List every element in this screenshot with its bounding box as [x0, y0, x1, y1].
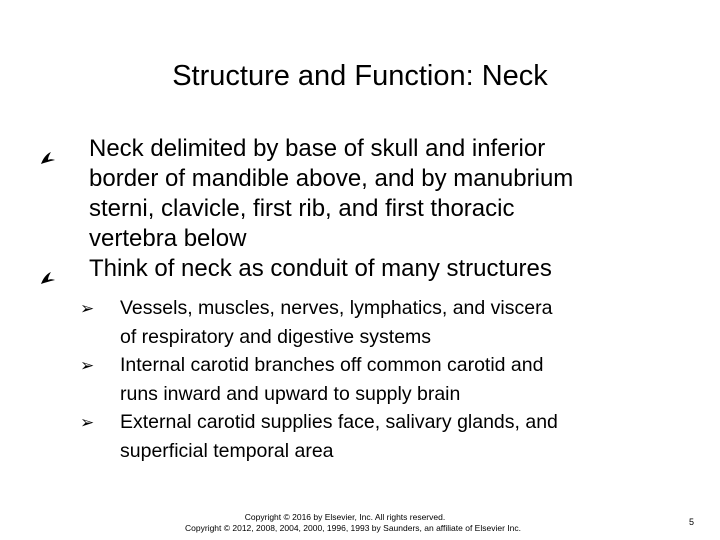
decorative-bullet-icon	[40, 263, 56, 277]
bullet-line: vertebra below	[89, 225, 247, 252]
sub-bullet-item	[80, 408, 680, 465]
decorative-bullet-icon	[40, 143, 56, 157]
bullet-item	[40, 134, 700, 254]
sub-bullet-list	[80, 294, 680, 465]
arrowhead-bullet-icon: ➢	[80, 299, 95, 319]
page-number: 5	[689, 517, 695, 527]
sub-bullet-line: External carotid supplies face, salivary glands, and	[120, 411, 558, 433]
bullet-line: Think of neck as conduit of many structures	[89, 255, 552, 282]
bullet-line: Neck delimited by base of skull and inferior	[89, 135, 546, 162]
copyright-line: Copyright © 2012, 2008, 2004, 2000, 1996, 1993 by Saunders, an affiliate of Elsevier Inc.	[185, 523, 521, 533]
sub-bullet-line: of respiratory and digestive systems	[120, 325, 432, 348]
slide-title: Structure and Function: Neck	[172, 60, 548, 92]
main-bullet-list	[40, 134, 700, 284]
arrowhead-bullet-icon: ➢	[80, 413, 95, 433]
bullet-line: sterni, clavicle, first rib, and first thoracic	[89, 195, 515, 222]
bullet-line: border of mandible above, and by manubrium	[89, 165, 574, 192]
sub-bullet-item	[80, 351, 680, 408]
sub-bullet-line: superficial temporal area	[120, 439, 334, 462]
sub-bullet-line: Internal carotid branches off common carotid and	[120, 354, 544, 376]
sub-bullet-line: Vessels, muscles, nerves, lymphatics, and viscera	[120, 297, 553, 319]
sub-bullet-item	[80, 294, 680, 351]
copyright-line: Copyright © 2016 by Elsevier, Inc. All rights reserved.	[244, 512, 446, 522]
arrowhead-bullet-icon: ➢	[80, 356, 95, 376]
sub-bullet-line: runs inward and upward to supply brain	[120, 382, 461, 405]
bullet-item	[40, 254, 700, 284]
copyright-footer	[0, 512, 720, 534]
